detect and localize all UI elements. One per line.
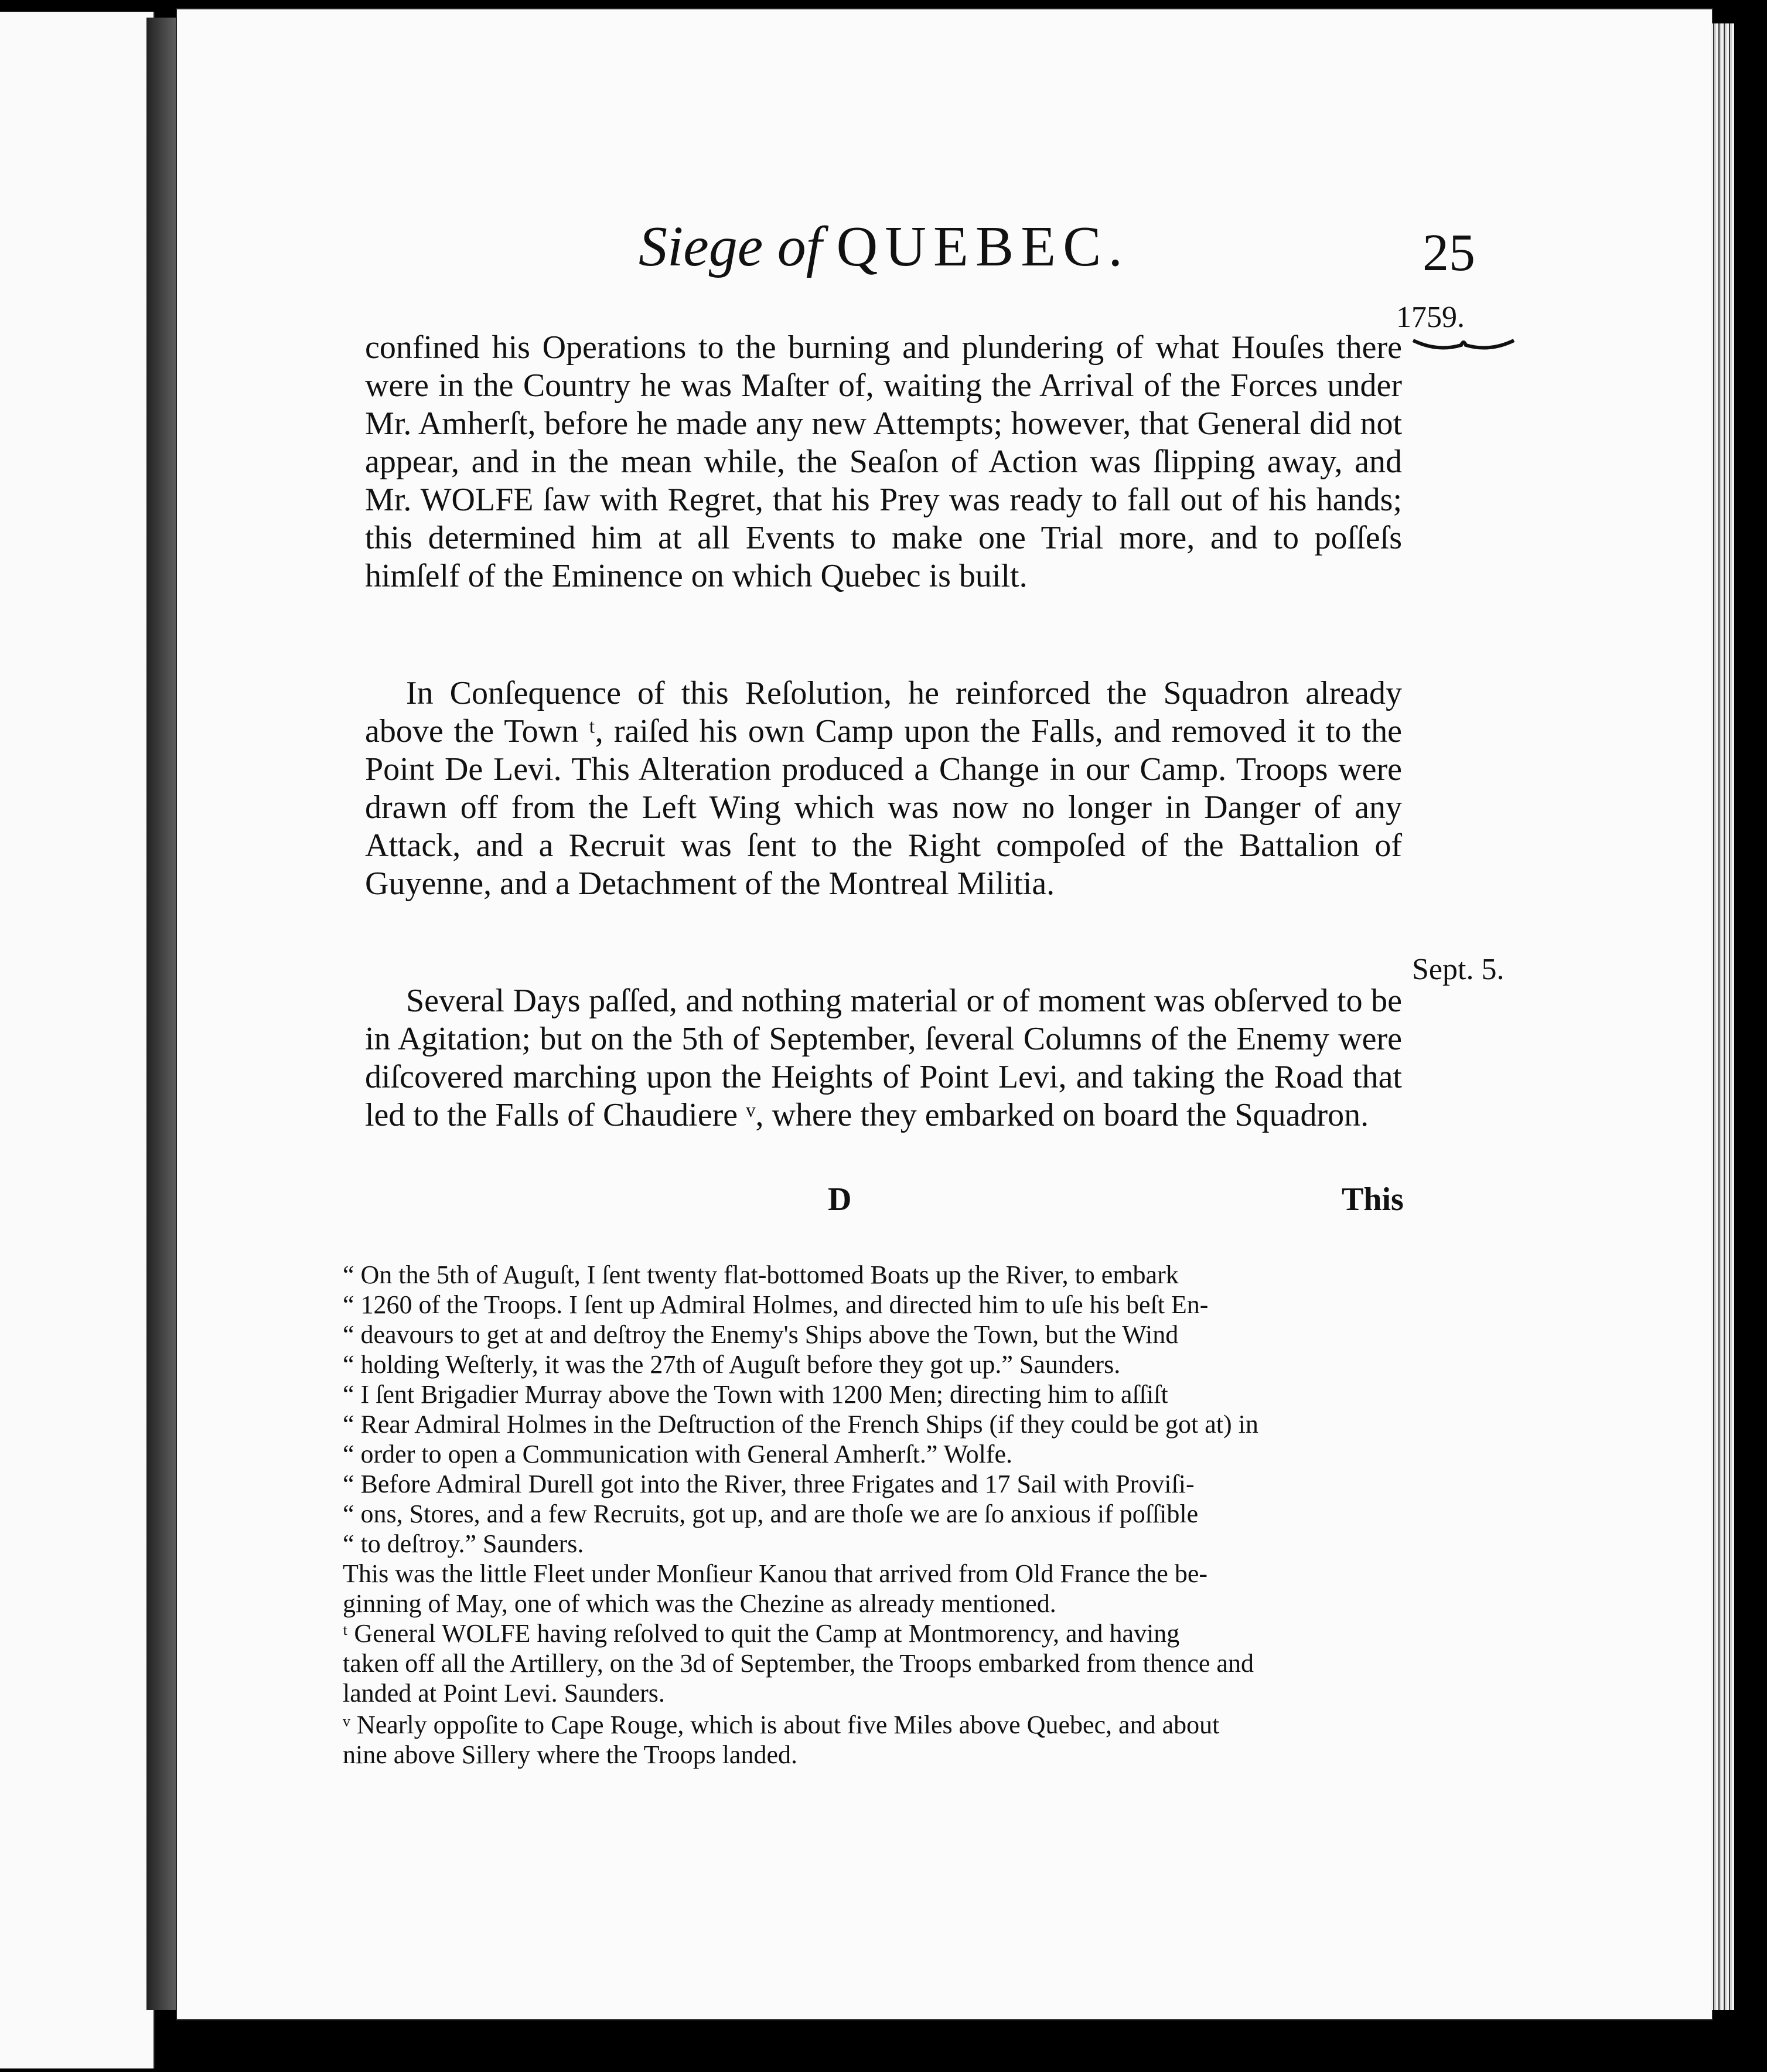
body-paragraph-3: Several Days paſſed, and nothing material or of moment was obſerved to be in Agitation; but on the 5th of September, ſeveral Columns of the Enemy were diſcovered marching upon the Heights of Point Levi, and taking the Road that led to the Falls of Chaudiere ᵛ, where they embarked on board the Squadron. bbox=[365, 983, 1402, 1133]
footnote-line: “ deavours to get at and deſtroy the Enemy's Ships above the Town, but the Wind bbox=[343, 1320, 1179, 1349]
footnote-line: “ ons, Stores, and a few Recruits, got up, and are thoſe we are ſo anxious if poſſible bbox=[343, 1500, 1199, 1528]
margin-date: Sept. 5. bbox=[1412, 953, 1505, 986]
signature-mark: D bbox=[828, 1181, 852, 1218]
footnote-line: “ holding Weſterly, it was the 27th of Auguſt before they got up.” Saunders. bbox=[343, 1350, 1121, 1379]
footnote-line: “ order to open a Communication with General Amherſt.” Wolfe. bbox=[343, 1440, 1012, 1468]
body-paragraph-2: In Conſequence of this Reſolution, he reinforced the Squadron already above the Town ᵗ, raiſed his own Camp upon the Falls, and removed it to the Point De Levi. This Alteration produced a Change in our Camp. Troops were drawn off from the Left Wing which was now no longer in Danger of any Attack, and a Recruit was ſent to the Right compoſed of the Battalion of Guyenne, and a Detachment of the Montreal Militia. bbox=[365, 675, 1402, 902]
page-stack-edge bbox=[1711, 23, 1734, 2010]
footnote-line: “ On the 5th of Auguſt, I ſent twenty flat-bottomed Boats up the River, to embark bbox=[343, 1260, 1179, 1289]
catchword: This bbox=[1342, 1181, 1404, 1218]
footnote-line: taken off all the Artillery, on the 3d of September, the Troops embarked from thence and bbox=[343, 1649, 1254, 1678]
header-title-italic: Siege of bbox=[639, 215, 822, 278]
header-title-caps: QUEBEC. bbox=[836, 215, 1130, 278]
footnote-line: This was the little Fleet under Monſieur Kanou that arrived from Old France the be- bbox=[343, 1559, 1208, 1588]
footnote-line: nine above Sillery where the Troops landed. bbox=[343, 1740, 797, 1769]
page-number: 25 bbox=[1423, 224, 1475, 282]
footnote-line: “ Rear Admiral Holmes in the Deſtruction of the French Ships (if they could be got at) in bbox=[343, 1410, 1258, 1439]
left-page-edge bbox=[0, 12, 155, 2068]
footnote-line: ginning of May, one of which was the Chezine as already mentioned. bbox=[343, 1589, 1056, 1618]
footnotes bbox=[343, 1260, 1410, 1770]
body-paragraph-1: confined his Operations to the burning and plundering of what Houſes there were in the Country he was Maſter of, waiting the Arrival of the Forces under Mr. Amherſt, before he made any new Attempts; however, that General did not appear, and in the mean while, the Seaſon of Action was ſlipping away, and Mr. WOLFE ſaw with Regret, that his Prey was ready to fall out of his hands; this determined him at all Events to make one Trial more, and to poſſeſs himſelf of the Eminence on which Quebec is built. bbox=[365, 329, 1402, 594]
footnote-line: “ I ſent Brigadier Murray above the Town with 1200 Men; directing him to aſſiſt bbox=[343, 1380, 1168, 1409]
footnote-line: landed at Point Levi. Saunders. bbox=[343, 1679, 665, 1708]
running-header bbox=[639, 214, 1130, 280]
footnote-line: “ Before Admiral Durell got into the River, three Frigates and 17 Sail with Proviſi- bbox=[343, 1470, 1195, 1498]
footnote-line: “ to deſtroy.” Saunders. bbox=[343, 1529, 584, 1558]
brace-icon bbox=[1411, 337, 1516, 355]
margin-year: 1759. bbox=[1396, 301, 1465, 334]
footnote-line: ᵗ General WOLFE having reſolved to quit the Camp at Montmorency, and having bbox=[343, 1619, 1180, 1648]
footnote-line: “ 1260 of the Troops. I ſent up Admiral Holmes, and directed him to uſe his beſt En- bbox=[343, 1290, 1209, 1319]
footnote-line: ᵛ Nearly oppoſite to Cape Rouge, which is about five Miles above Quebec, and about bbox=[343, 1710, 1220, 1739]
